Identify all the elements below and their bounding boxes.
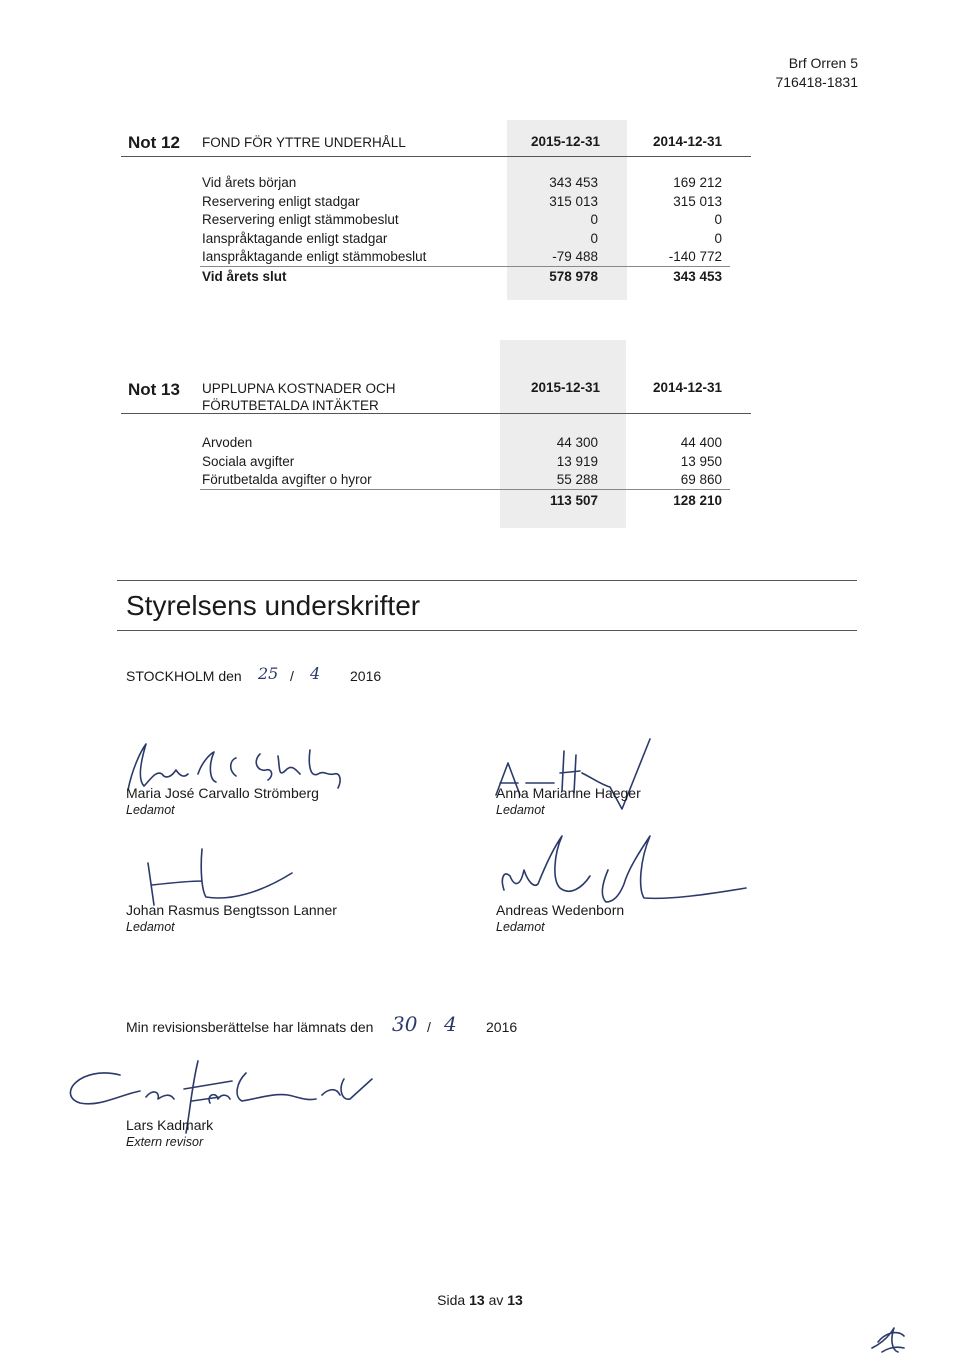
signature-strokes-kadmark	[60, 1055, 380, 1135]
org-name: Brf Orren 5	[788, 55, 858, 71]
note12-header-rule	[121, 156, 751, 157]
note12-value: 315 013	[673, 193, 722, 209]
note12-col1-values	[508, 174, 598, 286]
note12-row-label: Ianspråktagande enligt stämmobeslut	[202, 249, 427, 264]
note12-value: 315 013	[549, 193, 598, 209]
page-total: 13	[507, 1292, 523, 1308]
note13-row-label: Förutbetalda avgifter o hyror	[202, 472, 372, 487]
note13-col2-header: 2014-12-31	[652, 380, 722, 395]
signatures-bottom-rule	[117, 630, 857, 631]
note12-value: 0	[714, 230, 722, 246]
note13-value: 55 288	[556, 472, 598, 487]
auditor-block	[126, 1117, 213, 1151]
signer-block-1	[126, 785, 319, 819]
signer-name: Andreas Wedenborn	[496, 902, 625, 918]
note13-title-line2: FÖRUTBETALDA INTÄKTER	[202, 398, 379, 413]
date-year: 2016	[350, 668, 382, 684]
note13-value: 13 950	[680, 453, 722, 469]
note12-value: 0	[590, 230, 598, 246]
note13-title	[202, 380, 396, 414]
audit-month: 4	[444, 1012, 457, 1036]
note12-value: -140 772	[668, 249, 722, 264]
signer-block-2	[496, 785, 641, 819]
note13-total-value: 128 210	[673, 492, 722, 508]
note12-title: FOND FÖR YTTRE UNDERHÅLL	[202, 135, 406, 150]
signatures-heading: Styrelsens underskrifter	[126, 590, 421, 621]
signer-role: Ledamot	[496, 803, 545, 817]
auditor-role: Extern revisor	[126, 1135, 204, 1149]
note13-col1-header: 2015-12-31	[530, 380, 600, 395]
note13-col1-values	[508, 434, 598, 510]
note13-value: 44 300	[556, 435, 598, 450]
note12-value: 0	[590, 212, 598, 227]
note12-labels	[202, 174, 502, 286]
signer-role: Ledamot	[126, 803, 175, 817]
signer-name: Anna Marianne Haeger	[496, 785, 641, 801]
date-month: 4	[310, 664, 321, 683]
note12-number: Not 12	[128, 133, 180, 152]
signer-block-4	[496, 902, 624, 936]
note13-number: Not 13	[128, 380, 180, 399]
signer-name: Maria José Carvallo Strömberg	[126, 785, 319, 801]
page-mid: av	[488, 1292, 504, 1308]
note12-col1-header: 2015-12-31	[530, 134, 600, 149]
note12-row-label: Reservering enligt stadgar	[202, 193, 360, 209]
note13-total-value: 113 507	[549, 492, 598, 508]
org-number: 716418-1831	[775, 74, 858, 90]
signer-role: Ledamot	[496, 920, 545, 934]
note12-value: 343 453	[549, 175, 598, 190]
note12-total-value: 343 453	[673, 268, 722, 284]
page-prefix: Sida	[437, 1292, 466, 1308]
note13-row-label: Sociala avgifter	[202, 453, 295, 469]
note12-total-value: 578 978	[549, 268, 598, 284]
note12-value: 169 212	[673, 175, 722, 190]
note13-value: 13 919	[556, 453, 598, 469]
date-day: 25	[258, 664, 279, 683]
note13-labels	[202, 434, 502, 490]
note12-total-label: Vid årets slut	[202, 268, 287, 284]
note12-col2-values	[632, 174, 722, 286]
note13-value: 69 860	[680, 472, 722, 487]
audit-sep: /	[427, 1019, 431, 1035]
signer-block-3	[126, 902, 337, 936]
header-org-block	[775, 54, 858, 92]
note12-value: 0	[714, 212, 722, 227]
note13-row-label: Arvoden	[202, 435, 253, 450]
note13-total-rule	[200, 489, 730, 490]
audit-text: Min revisionsberättelse har lämnats den	[126, 1019, 374, 1035]
place-label: STOCKHOLM den	[126, 668, 242, 684]
signer-name: Johan Rasmus Bengtsson Lanner	[126, 902, 337, 918]
signatures-top-rule	[117, 580, 857, 581]
page-current: 13	[469, 1292, 485, 1308]
note13-col2-values	[632, 434, 722, 510]
note13-header-rule	[121, 413, 751, 414]
auditor-name: Lars Kadmark	[126, 1117, 214, 1133]
note12-row-label: Ianspråktagande enligt stadgar	[202, 230, 388, 246]
page-footer	[0, 1292, 960, 1308]
audit-year: 2016	[486, 1019, 518, 1035]
initials-mark	[868, 1318, 908, 1358]
note12-value: -79 488	[552, 249, 598, 264]
note12-row-label: Vid årets början	[202, 175, 297, 190]
note12-row-label: Reservering enligt stämmobeslut	[202, 212, 399, 227]
note13-title-line1: UPPLUPNA KOSTNADER OCH	[202, 381, 396, 396]
note12-col2-header: 2014-12-31	[652, 134, 722, 149]
note12-total-rule	[200, 266, 730, 267]
date-sep: /	[290, 668, 294, 684]
audit-day: 30	[392, 1012, 418, 1036]
note13-value: 44 400	[680, 435, 722, 450]
signer-role: Ledamot	[126, 920, 175, 934]
